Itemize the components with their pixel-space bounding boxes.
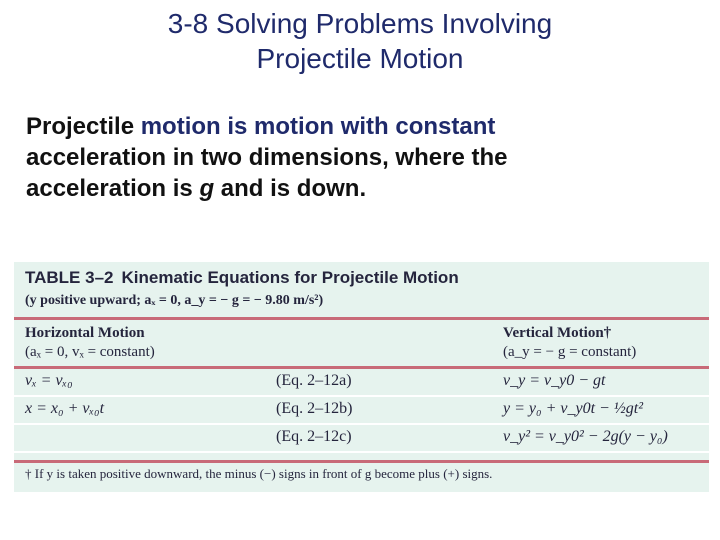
horizontal-equation: vₓ = vₓ₀ (25, 372, 73, 389)
body-line-2: acceleration in two dimensions, where the (26, 144, 508, 171)
slide-title (0, 6, 720, 76)
table-number: TABLE 3–2 (25, 268, 114, 287)
table-row (14, 397, 709, 425)
vertical-motion-conditions: (a_y = − g = constant) (503, 344, 637, 360)
body-paragraph (26, 111, 706, 204)
table-caption-text: Kinematic Equations for Projectile Motion (121, 268, 459, 287)
body-g-symbol: g (199, 175, 215, 202)
slide-title-line-2: Projectile Motion (256, 43, 464, 74)
body-line-1-rest: motion is motion with constant (134, 113, 496, 140)
equation-reference: (Eq. 2–12b) (276, 400, 353, 417)
table-footnote: † If y is taken positive downward, the minus (−) signs in front of g become plus (+) signs. (25, 466, 493, 481)
horizontal-motion-conditions: (aₓ = 0, vₓ = constant) (25, 344, 155, 360)
body-line-3-a: acceleration is (26, 175, 200, 202)
body-lead-word: Projectile (26, 113, 135, 140)
kinematics-table (14, 262, 709, 492)
vertical-equation: v_y² = v_y0² − 2g(y − y₀) (503, 428, 668, 445)
table-caption-row (14, 262, 709, 320)
horizontal-motion-title: Horizontal Motion (25, 325, 145, 341)
body-line-3-b: and is down. (214, 175, 367, 202)
horizontal-motion-header (25, 324, 155, 362)
slide-title-line-1: 3-8 Solving Problems Involving (167, 8, 553, 39)
footnote-divider (14, 460, 709, 463)
vertical-motion-header (503, 324, 636, 362)
horizontal-equation: x = x₀ + vₓ₀t (25, 400, 105, 417)
table-subcaption: (y positive upward; aₓ = 0, a_y = − g = − 9.80 m/s²) (25, 293, 324, 308)
table-row (14, 369, 709, 397)
vertical-motion-title: Vertical Motion† (503, 325, 612, 341)
vertical-equation: y = y₀ + v_y0t − ½gt² (503, 400, 644, 417)
equation-reference: (Eq. 2–12c) (276, 428, 352, 445)
vertical-equation: v_y = v_y0 − gt (503, 372, 606, 389)
equation-reference: (Eq. 2–12a) (276, 372, 352, 389)
table-caption (25, 268, 459, 288)
table-header-row (14, 320, 709, 369)
table-row (14, 425, 709, 453)
